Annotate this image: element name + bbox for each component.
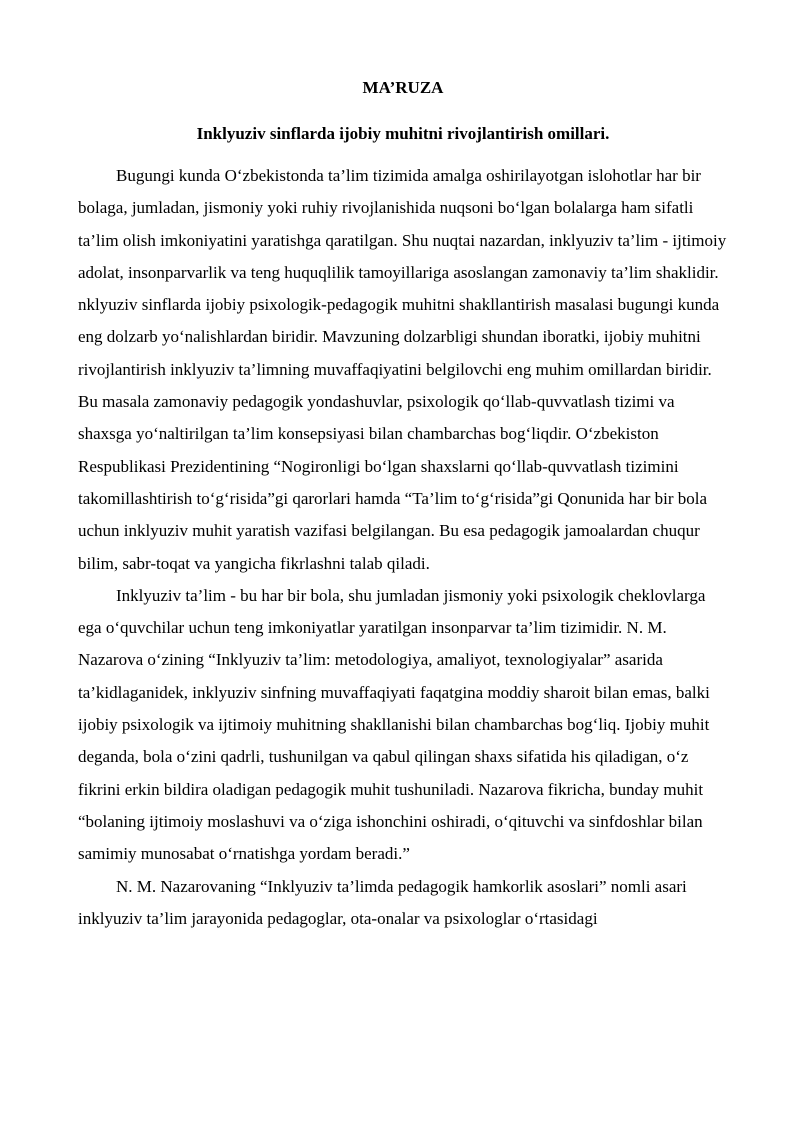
document-title: MA’RUZA [362, 78, 444, 97]
paragraph: N. M. Nazarovaning “Inklyuziv ta’limda pedagogik hamkorlik asoslari” nomli asari inklyuziv ta’lim jarayonida pedagoglar, ota-onalar va psixologlar o‘rtasidagi [78, 876, 687, 928]
paragraph: Bugungi kunda O‘zbekistonda ta’lim tizimida amalga oshirilayotgan islohotlar har bir bolaga, jumladan, jismoniy yoki ruhiy rivojlanishida nuqsoni bo‘lgan bolalarga ham sifatli ta’lim olish imkoniyatini yaratishga qaratilgan. Shu nuqtai nazardan, inklyuziv ta’lim - ijtimoiy adolat, insonparvarlik va teng huquqlilik tamoyillariga asoslangan zamonaviy ta’lim shaklidir. nklyuziv sinflarda ijobiy psixologik-pedagogik muhitni shakllantirish masalasi bugungi kunda eng dolzarb yo‘nalishlardan biridir. Mavzuning dolzarbligi shundan iboratki, ijobiy muhitni rivojlantirish inklyuziv ta’limning muvaffaqiyatini belgilovchi eng muhim omillardan biridir. Bu masala zamonaviy pedagogik yondashuvlar, psixologik qo‘llab-quvvatlash tizimi va shaxsga yo‘naltirilgan ta’lim konsepsiyasi bilan chambarchas bog‘liqdir. O‘zbekiston Respublikasi Prezidentining “Nogironligi bo‘lgan shaxslarni qo‘llab-quvvatlash tizimini takomillashtirish to‘g‘risida”gi qarorlari hamda “Ta’lim to‘g‘risida”gi Qonunida har bir bola uchun inklyuziv muhit yaratish vazifasi belgilangan. Bu esa pedagogik jamoalardan chuqur bilim, sabr-toqat va yangicha fikrlashni talab qiladi. [78, 166, 727, 573]
document-subtitle: Inklyuziv sinflarda ijobiy muhitni rivojlantirish omillari. [196, 124, 610, 143]
paragraph: Inklyuziv ta’lim - bu har bir bola, shu jumladan jismoniy yoki psixologik cheklovlarga ega o‘quvchilar uchun teng imkoniyatlar yaratilgan insonparvar ta’lim tizimidir. N. M. Nazarova o‘zining “Inklyuziv ta’lim: metodologiya, amaliyot, texnologiyalar” asarida ta’kidlaganidek, inklyuziv sinfning muvaffaqiyati faqatgina moddiy sharoit bilan emas, balki ijobiy psixologik va ijtimoiy muhitning shakllanishi bilan chambarchas bog‘liq. Ijobiy muhit deganda, bola o‘zini qadrli, tushunilgan va qabul qilingan shaxs sifatida his qiladigan, o‘z fikrini erkin bildira oladigan pedagogik muhit tushuniladi. Nazarova fikricha, bunday muhit “bolaning ijtimoiy moslashuvi va o‘ziga ishonchini oshiradi, o‘qituvchi va sinfdoshlar bilan samimiy munosabat o‘rnatishga yordam beradi.” [78, 585, 710, 864]
document-body [78, 160, 728, 935]
